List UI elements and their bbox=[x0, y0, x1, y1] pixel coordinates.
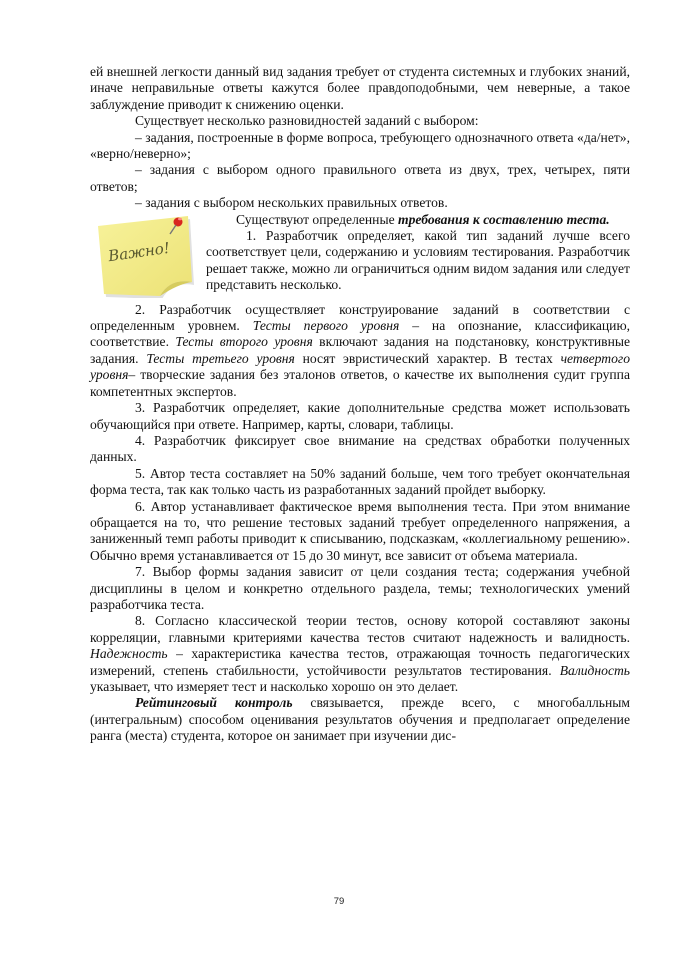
paragraph-choice-types: Существует несколько разновидностей заданий с выбором: bbox=[135, 113, 479, 129]
requirements-heading: требования к составлению теста. bbox=[398, 211, 610, 227]
requirement-2-text: 2. Разработчик осуществляет конструирование заданий в соответствии с определенным уровнем. bbox=[90, 301, 630, 334]
requirement-1: 1. Разработчик определяет, какой тип заданий лучше всего соответствует цели, содержанию и условиям тестирования. Разработчик решает также, можно ли ограничиться одним видом задания или следует представить несколько. bbox=[206, 228, 630, 293]
level-2-term: Тесты второго уровня bbox=[175, 334, 313, 350]
requirement-3: 3. Разработчик определяет, какие дополнительные средства может использовать обучающийся при ответе. Например, карты, словари, таблицы. bbox=[90, 400, 630, 432]
list-item-single-choice: – задания с выбором одного правильного ответа из двух, трех, четырех, пяти ответов; bbox=[90, 162, 630, 194]
level-1-term: Тесты первого уровня bbox=[252, 318, 400, 334]
rating-paragraph bbox=[90, 695, 630, 744]
reliability-term: Надежность bbox=[90, 646, 168, 662]
list-item-yes-no: – задания, построенные в форме вопроса, требующего однозначного ответа «да/нет», «верно/неверно»; bbox=[90, 129, 630, 162]
requirement-8-text: – характеристика качества тестов, отражающая точность педагогических измерений, степень стабильности, устойчивости результатов тестирования. bbox=[90, 646, 630, 678]
validity-term: Валидность bbox=[559, 662, 630, 678]
level-3-term: Тесты третьего уровня bbox=[146, 350, 295, 366]
rating-term: Рейтинговый контроль bbox=[135, 695, 293, 711]
requirement-2-text: – творческие задания без эталонов ответов, о качестве их выполнения судит группа компетентных экспертов. bbox=[90, 367, 630, 399]
level-4-term: четвертого уровня bbox=[90, 350, 630, 383]
requirement-8 bbox=[90, 613, 630, 695]
page-body bbox=[90, 64, 630, 745]
requirement-8-text: 8. Согласно классической теории тестов, основу которой составляют законы корреляции, главными критериями качества тестов считают надежность и валидность. bbox=[90, 613, 630, 645]
requirements-section bbox=[90, 212, 630, 302]
paragraph-intro: ей внешней легкости данный вид задания требует от студента системных и глубоких знаний, иначе неправильные ответы кажутся более правдоподобными, чем неверные, а такое заблуждение приводит к снижению оценки. bbox=[90, 64, 630, 112]
sticky-note-label: Важно! bbox=[107, 238, 171, 265]
requirement-2 bbox=[90, 302, 630, 400]
requirement-5: 5. Автор теста составляет на 50% заданий больше, чем того требует окончательная форма теста, так как только часть из разработанных заданий пройдет выборку. bbox=[90, 465, 630, 498]
requirements-intro-text: Существуют определенные bbox=[236, 211, 399, 227]
requirement-6: 6. Автор устанавливает фактическое время выполнения теста. При этом внимание обращается на то, что решение тестовых заданий требует определенного напряжения, а заниженный темп работы приводит к списыванию, подсказкам, «коллегиальному решению». Обычно время устанавливается от 15 до 30 минут, все зависит от объема материала. bbox=[90, 498, 630, 563]
list-item-multiple-choice: – задания с выбором нескольких правильных ответов. bbox=[135, 195, 448, 211]
sticky-note bbox=[90, 212, 198, 298]
requirement-2-text: – на опознание, классификацию, соответствие. bbox=[90, 318, 630, 350]
requirement-7: 7. Выбор формы задания зависит от цели создания теста; содержания учебной дисциплины в целом и конкретно отдельного раздела, темы; технологических умений разработчика теста. bbox=[90, 564, 630, 612]
requirement-2-text: включают задания на подстановку, конструктивные задания. bbox=[90, 334, 631, 366]
requirement-8-text: указывает, что измеряет тест и насколько хорошо он это делает. bbox=[90, 679, 459, 694]
requirement-4: 4. Разработчик фиксирует свое внимание на средствах обработки полученных данных. bbox=[90, 432, 630, 465]
page-number: 79 bbox=[333, 896, 345, 907]
rating-text: связывается, прежде всего, с многобалльным (интегральным) способом оценивания результатов обучения и предполагает определение ранга (места) студента, которое он занимает при изучении дис- bbox=[90, 695, 630, 744]
requirement-2-text: носят эвристический характер. В тестах bbox=[294, 350, 561, 366]
